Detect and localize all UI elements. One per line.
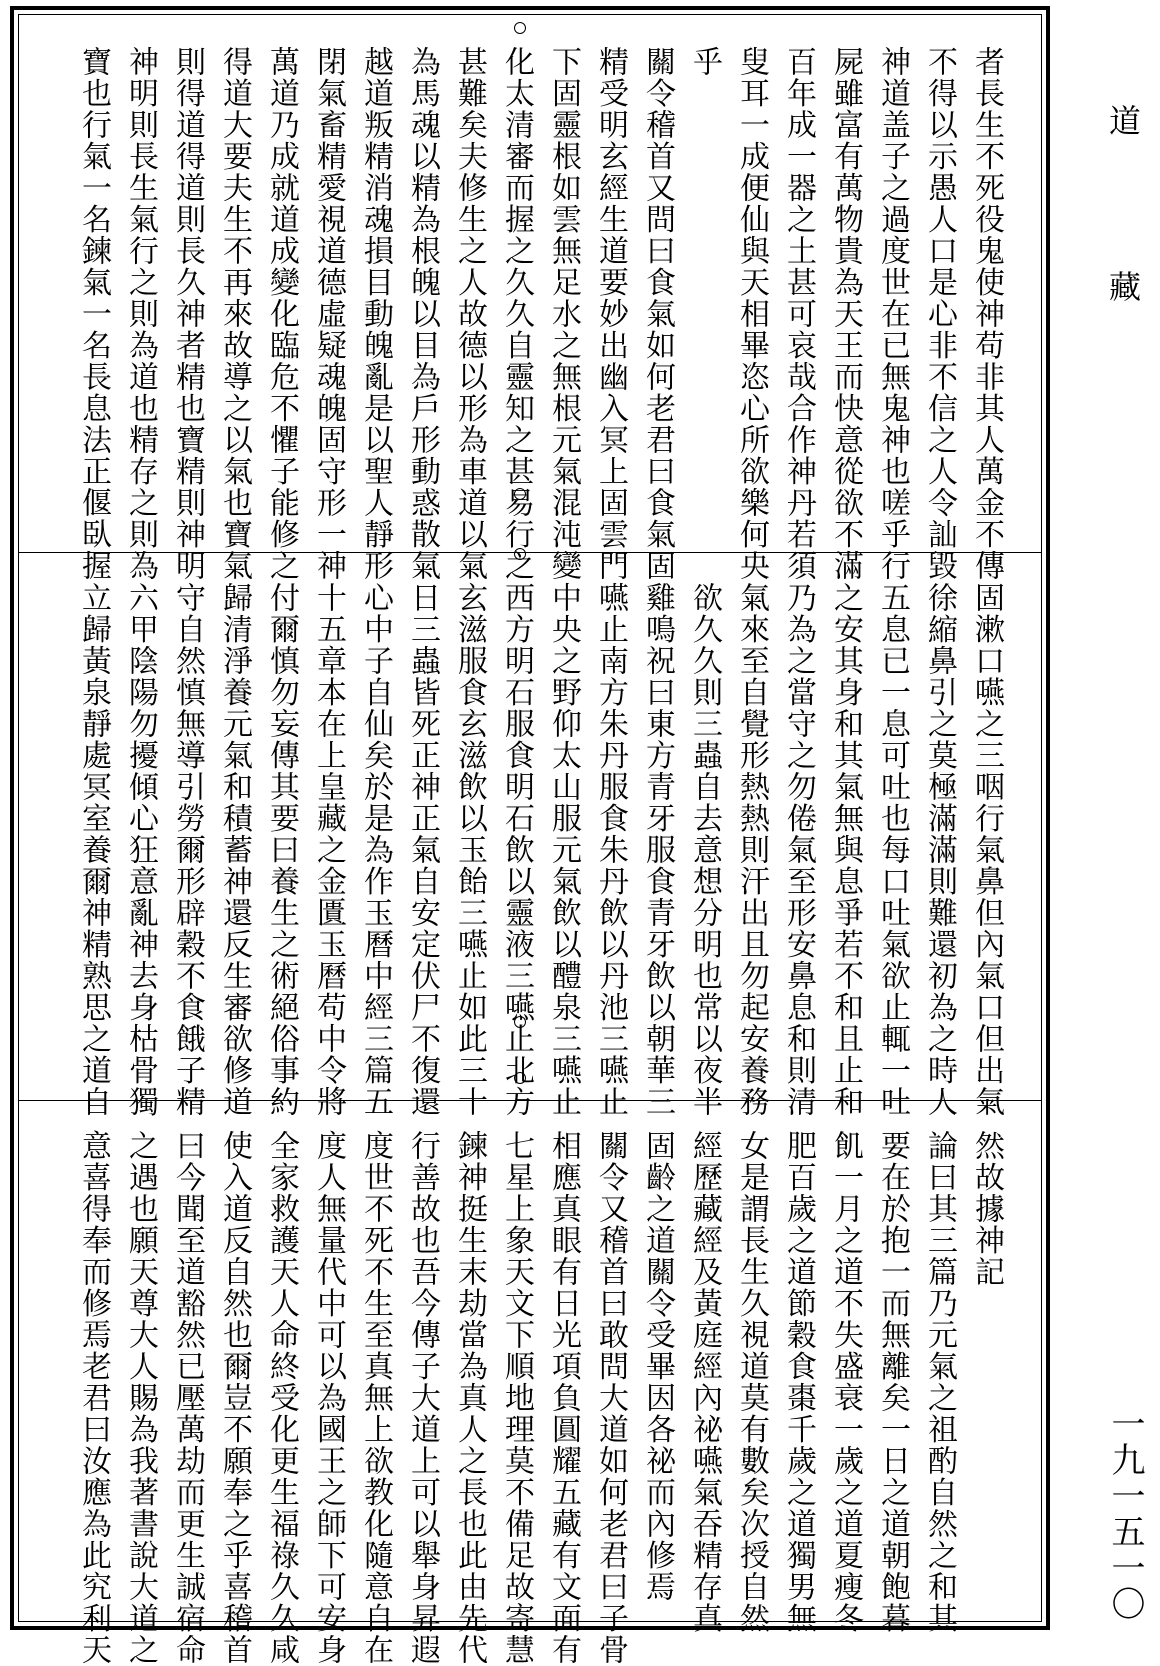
text-column: 閉氣畜精愛視道德虛疑魂魄固守形一神	[311, 46, 346, 582]
text-column: 付爾慎勿妄傳其要曰養生之術絕俗事約	[264, 582, 299, 1118]
text-column: 萬道乃成就道成變化臨危不懼子能修之	[264, 46, 299, 582]
text-column: 百年成一器之土甚可哀哉合作神丹若須	[781, 46, 816, 582]
text-column: 寶也行氣一名鍊氣一名長息法正偃臥握	[76, 46, 111, 582]
circle-mark	[514, 488, 526, 500]
text-column: 嚥止南方朱丹服食朱丹飲以丹池三嚥止	[593, 582, 628, 1118]
text-column: 女是謂長生久視道莫有數矣次授自然	[734, 1130, 769, 1634]
text-column: 徐縮鼻引之莫極滿滿則難還初為之時人	[922, 582, 957, 1118]
text-column: 固齡之道關令受畢因各祕而內修焉	[640, 1130, 675, 1603]
text-column: 論曰其三篇乃元氣之祖酌自然之和其	[922, 1130, 957, 1634]
text-column: 乎	[687, 46, 722, 78]
text-column: 六甲陰陽勿擾傾心狂意亂神去身枯骨獨	[123, 582, 158, 1118]
text-column: 鍊神挺生末劫當為真人之長也此由先代	[452, 1130, 487, 1666]
text-column: 守自然慎無導引勞爾形辟穀不食餓子精	[170, 582, 205, 1118]
text-column: 十五章本在上皇藏之金匱玉曆苟中令將	[311, 582, 346, 1118]
text-column: 關令稽首又問曰食氣如何老君曰食氣固	[640, 46, 675, 582]
text-column: 全家救護天人命終受化更生福祿久久咸	[264, 1130, 299, 1666]
folio-number: 一九一五一〇	[1105, 1406, 1145, 1622]
circle-mark	[514, 22, 526, 34]
text-column: 屍雖富有萬物貴為天王而快意從欲不滿	[828, 46, 863, 582]
text-column: 七星上象天文下順地理莫不備足故寄慧	[499, 1130, 534, 1666]
text-column: 使入道反自然也爾豈不願奉之乎喜稽首	[217, 1130, 252, 1666]
text-column: 乃為之當守之勿倦氣至形安鼻息和則清	[781, 582, 816, 1118]
text-column: 之安其身和其氣無與息爭若不和且止和	[828, 582, 863, 1118]
text-column: 關令又稽首曰敢問大道如何老君曰子骨	[593, 1130, 628, 1666]
text-column: 化太清審而握之久久自靈知之甚易行之	[499, 46, 534, 582]
text-column: 歸清淨養元氣和積蓄神還反生審欲修道	[217, 582, 252, 1118]
text-column: 然故據神記	[969, 1130, 1004, 1288]
text-column: 曰今聞至道豁然已壓萬劫而更生誠宿命	[170, 1130, 205, 1666]
text-column: 甚難矣夫修生之人故德以形為車道以氣	[452, 46, 487, 582]
text-column: 下固靈根如雲無足水之無根元氣混沌變	[546, 46, 581, 582]
text-column: 玄滋服食玄滋飲以玉飴三嚥止如此三十	[452, 582, 487, 1118]
text-column: 不得以示愚人口是心非不信之人令訕毀	[922, 46, 957, 582]
text-column: 越道叛精消魂損目動魄亂是以聖人靜形	[358, 46, 393, 582]
text-column: 叟耳一成便仙與天相畢恣心所欲樂何央	[734, 46, 769, 582]
text-column: 固漱口嚥之三咽行氣鼻但內氣口但出氣	[969, 582, 1004, 1118]
text-column: 者長生不死役鬼使神苟非其人萬金不傳	[969, 46, 1004, 582]
text-column: 得道大要夫生不再來故導之以氣也寶氣	[217, 46, 252, 582]
text-column: 相應真眼有日光項負圓耀五藏有文面有	[546, 1130, 581, 1666]
text-panel-top	[22, 16, 1042, 582]
text-column: 立歸黃泉靜處冥室養爾神精熟思之道自	[76, 582, 111, 1118]
text-column: 行善故也吾今傳子大道上可以舉身昇遐	[405, 1130, 440, 1666]
text-column: 神道盖子之過度世在已無鬼神也嗟乎行	[875, 46, 910, 582]
text-panel-bottom	[22, 1100, 1042, 1666]
text-column: 要在於抱一而無離矣一日之道朝飽暮	[875, 1130, 910, 1634]
page-margin	[1100, 0, 1150, 1646]
text-panel-middle	[22, 552, 1042, 1118]
text-column: 肥百歲之道節穀食棗千歲之道獨男無	[781, 1130, 816, 1634]
text-column: 五息已一息可吐也每口吐氣欲止輒一吐	[875, 582, 910, 1118]
collection-title-char-1: 道	[1108, 102, 1141, 140]
text-column: 欲久久則三蟲自去意想分明也常以夜半	[687, 582, 722, 1118]
text-column: 經歷藏經及黃庭經內祕嚥氣吞精存真	[687, 1130, 722, 1634]
circle-mark	[514, 1072, 526, 1084]
text-column: 雞鳴祝曰東方青牙服食青牙飲以朝華三	[640, 582, 675, 1118]
text-column: 神明則長生氣行之則為道也精存之則為	[123, 46, 158, 582]
text-column: 之遇也願天尊大人賜為我著書說大道之	[123, 1130, 158, 1666]
text-column: 心中子自仙矣於是為作玉曆中經三篇五	[358, 582, 393, 1118]
text-column: 西方明石服食明石飲以靈液三嚥止北方	[499, 582, 534, 1118]
collection-title-char-2: 藏	[1108, 268, 1141, 306]
text-column: 氣來至自覺形熱熱則汗出且勿起安養務	[734, 582, 769, 1118]
text-column: 飢一月之道不失盛衰一歲之道夏瘦冬	[828, 1130, 863, 1634]
text-column: 則得道得道則長久神者精也寶精則神明	[170, 46, 205, 582]
text-column: 中央之野仰太山服元氣飲以醴泉三嚥止	[546, 582, 581, 1118]
circle-mark	[514, 548, 526, 560]
text-column: 度人無量代中可以為國王之師下可安身	[311, 1130, 346, 1666]
text-column: 為馬魂以精為根魄以目為戶形動惑散氣	[405, 46, 440, 582]
text-column: 度世不死不生至真無上欲教化隨意自在	[358, 1130, 393, 1666]
circle-mark	[514, 1016, 526, 1028]
text-column: 日三蟲皆死正神正氣自安定伏尸不復還	[405, 582, 440, 1118]
text-column: 意喜得奉而修焉老君曰汝應為此究利天	[76, 1130, 111, 1666]
text-column: 精受明玄經生道要妙出幽入冥上固雲門	[593, 46, 628, 582]
